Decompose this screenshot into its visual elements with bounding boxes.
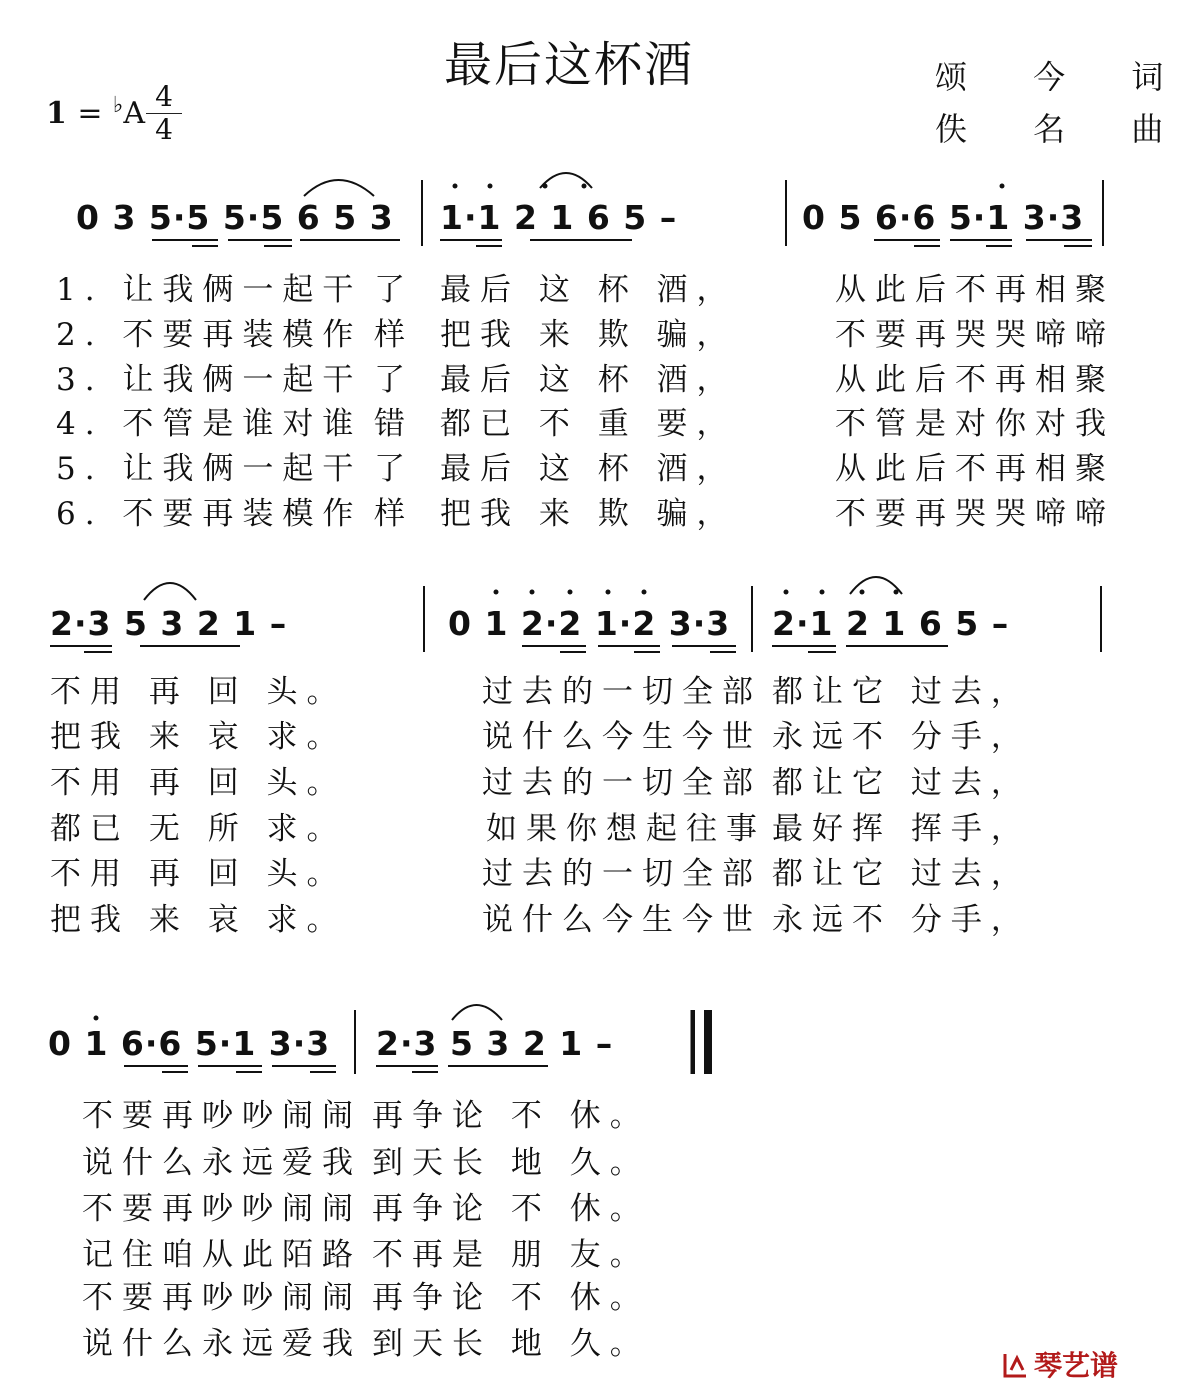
lyric-line: 最后 这 杯 酒， — [440, 272, 737, 308]
lyric-line: 到天长 地 久。 — [372, 1145, 650, 1181]
lyric-line: 从此后不再相聚 — [835, 362, 1115, 398]
lyric-line: 1. 让我俩一起干 — [56, 272, 363, 308]
key-note: A — [123, 96, 145, 131]
lyric-line: 说什么今生今世 — [482, 719, 762, 755]
lyric-line: 再争论 不 休。 — [372, 1191, 650, 1227]
lyric-line: 不要再吵吵闹闹 — [82, 1280, 362, 1316]
lyric-line: 都让它 过去， — [772, 765, 1031, 801]
lyric-line: 不要再吵吵闹闹 — [82, 1098, 362, 1134]
lyric-line: 都已 无 所 求。 — [50, 811, 347, 847]
octave-dot — [820, 590, 825, 595]
slur-arc — [304, 180, 374, 196]
lyric-line: 把我 来 哀 求。 — [50, 902, 347, 938]
lyric-line: 从此后不再相聚 — [835, 451, 1115, 487]
lyric-line: 最后 这 杯 酒， — [440, 362, 737, 398]
composer-credit: 佚 名 曲 — [935, 110, 1191, 148]
lyric-line: 不管是对你对我 — [835, 406, 1115, 442]
lyric-line: 不用 再 回 头。 — [50, 765, 347, 801]
lyric-line: 5. 让我俩一起干 — [56, 451, 363, 487]
lyric-line: 不用 再 回 头。 — [50, 674, 347, 710]
lyric-line: 不再是 朋 友。 — [372, 1237, 650, 1273]
row3-measure1-notes: 0 1 6·6 5·1 3·3 — [48, 1024, 331, 1063]
lyric-line: 4. 不管是谁对谁 — [56, 406, 363, 442]
lyric-line: 不要再吵吵闹闹 — [82, 1191, 362, 1227]
octave-dot — [568, 590, 573, 595]
octave-dot — [94, 1016, 99, 1021]
lyric-line: 2. 不要再装模作 — [56, 317, 363, 353]
octave-dot — [494, 590, 499, 595]
lyric-line: 最后 这 杯 酒， — [440, 451, 737, 487]
octave-dot — [606, 590, 611, 595]
lyric-line: 6. 不要再装模作 — [56, 496, 363, 532]
row1-measure1-notes: 0 3 5·5 5·5 6 5 3 — [76, 198, 394, 237]
lyric-line: 把我 来 欺 骗， — [440, 496, 737, 532]
row1-measure2-notes: 1·1 2 1 6 5 – — [440, 198, 678, 237]
slur-arc — [452, 1005, 502, 1020]
lyric-line: 了 — [374, 451, 414, 487]
lyric-line: 过去的一切全部 — [482, 765, 762, 801]
lyric-line: 了 — [374, 272, 414, 308]
meter-top: 4 — [155, 80, 173, 113]
lyric-line: 都让它 过去， — [772, 674, 1031, 710]
lyric-line: 样 — [374, 496, 414, 532]
lyric-line: 样 — [374, 317, 414, 353]
lyric-line: 说什么永远爱我 — [82, 1145, 362, 1181]
lyric-line: 不要再哭哭啼啼 — [835, 496, 1115, 532]
octave-dot — [488, 184, 493, 189]
lyric-line: 从此后不再相聚 — [835, 272, 1115, 308]
row3-measure2-notes: 2·3 5 3 2 1 – — [376, 1024, 614, 1063]
lyric-line: 都让它 过去， — [772, 856, 1031, 892]
lyric-line: 把我 来 欺 骗， — [440, 317, 737, 353]
lyric-line: 如果你想起往事 — [486, 811, 766, 847]
key-equals: = — [77, 96, 103, 131]
lyric-line: 不要再哭哭啼啼 — [835, 317, 1115, 353]
lyric-line: 了 — [374, 362, 414, 398]
octave-dot — [860, 590, 865, 595]
lyric-line: 过去的一切全部 — [482, 674, 762, 710]
lyric-line: 再争论 不 休。 — [372, 1098, 650, 1134]
lyric-line: 都已 不 重 要， — [440, 406, 737, 442]
watermark-text: 琴艺谱 — [1033, 1349, 1118, 1382]
lyric-line: 永远不 分手， — [772, 719, 1031, 755]
row2-measure2-notes: 0 1 2·2 1·2 3·3 — [448, 604, 731, 643]
row2-measure3-notes: 2·1 2 1 6 5 – — [772, 604, 1010, 643]
song-title: 最后这杯酒 — [443, 37, 694, 93]
octave-dot — [453, 184, 458, 189]
lyric-line: 到天长 地 久。 — [372, 1326, 650, 1362]
slur-arc — [144, 583, 196, 600]
flat-sign: ♭ — [112, 92, 124, 118]
qinyipu-logo-icon — [1002, 1350, 1030, 1380]
octave-dot — [642, 590, 647, 595]
lyric-line: 记住咱从此陌路 — [82, 1237, 362, 1273]
lyric-line: 说什么今生今世 — [482, 902, 762, 938]
octave-dot — [784, 590, 789, 595]
octave-dot — [543, 184, 548, 189]
meter-bottom: 4 — [155, 113, 173, 146]
octave-dot — [530, 590, 535, 595]
row2-measure1-notes: 2·3 5 3 2 1 – — [50, 604, 288, 643]
watermark — [1002, 1344, 1118, 1384]
key-tonic: 1 — [46, 96, 67, 131]
lyric-line: 说什么永远爱我 — [82, 1326, 362, 1362]
lyric-line: 错 — [374, 406, 414, 442]
lyric-line: 最好挥 挥手， — [772, 811, 1031, 847]
lyric-line: 3. 让我俩一起干 — [56, 362, 363, 398]
lyric-line: 不用 再 回 头。 — [50, 856, 347, 892]
octave-dot — [1000, 184, 1005, 189]
lyric-line: 再争论 不 休。 — [372, 1280, 650, 1316]
final-barline-thick — [704, 1010, 712, 1074]
lyric-line: 过去的一切全部 — [482, 856, 762, 892]
octave-dot — [894, 590, 899, 595]
lyric-line: 永远不 分手， — [772, 902, 1031, 938]
octave-dot — [582, 184, 587, 189]
lyricist-credit: 颂 今 词 — [935, 58, 1191, 96]
row1-measure3-notes: 0 5 6·6 5·1 3·3 — [802, 198, 1085, 237]
lyric-line: 把我 来 哀 求。 — [50, 719, 347, 755]
